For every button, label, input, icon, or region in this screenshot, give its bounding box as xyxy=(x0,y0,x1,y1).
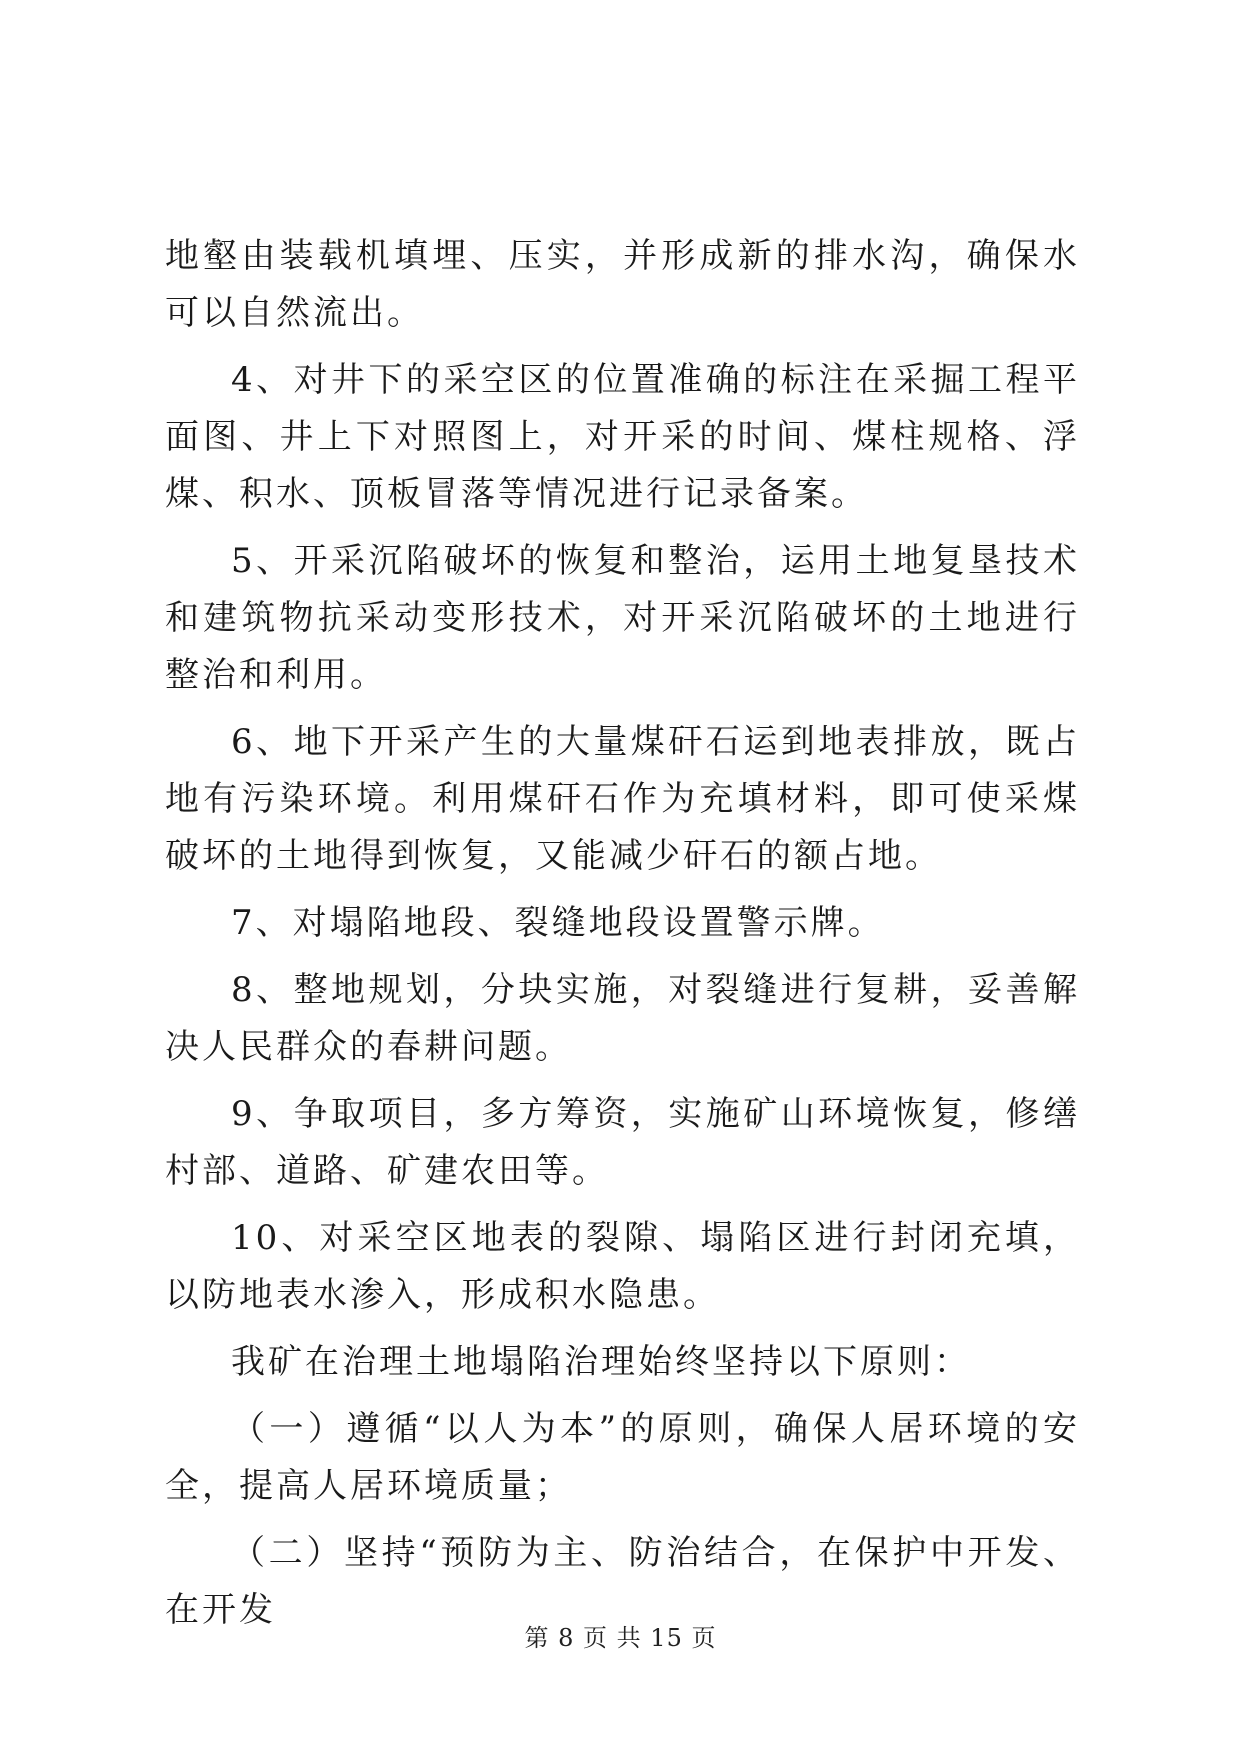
paragraph-item-5: 5、开采沉陷破坏的恢复和整治，运用土地复垦技术和建筑物抗采动变形技术，对开采沉陷破坏的土地进行整治和利用。 xyxy=(165,541,1080,695)
paragraph-item-10: 10、对采空区地表的裂隙、塌陷区进行封闭充填，以防地表水渗入，形成积水隐患。 xyxy=(165,1218,1080,1315)
document-body xyxy=(165,228,1080,1649)
paragraph-item-6: 6、地下开采产生的大量煤矸石运到地表排放，既占地有污染环境。利用煤矸石作为充填材料，即可使采煤破坏的土地得到恢复，又能减少矸石的额占地。 xyxy=(165,722,1080,876)
paragraph-principles-intro: 我矿在治理土地塌陷治理始终坚持以下原则： xyxy=(231,1342,971,1382)
paragraph-principle-1: （一）遵循“以人为本”的原则，确保人居环境的安全，提高人居环境质量； xyxy=(165,1409,1080,1506)
paragraph-continuation: 地壑由装载机填埋、压实，并形成新的排水沟，确保水可以自然流出。 xyxy=(165,236,1080,333)
paragraph-item-8: 8、整地规划，分块实施，对裂缝进行复耕，妥善解决人民群众的春耕问题。 xyxy=(165,970,1080,1067)
paragraph-principle-2: （二）坚持“预防为主、防治结合，在保护中开发、在开发 xyxy=(165,1533,1080,1630)
page-number-footer: 第 8 页 共 15 页 xyxy=(524,1624,717,1652)
paragraph-item-7: 7、对塌陷地段、裂缝地段设置警示牌。 xyxy=(231,903,885,943)
paragraph-item-4: 4、对井下的采空区的位置准确的标注在采掘工程平面图、井上下对照图上，对开采的时间、煤柱规格、浮煤、积水、顶板冒落等情况进行记录备案。 xyxy=(165,360,1080,514)
paragraph-item-9: 9、争取项目，多方筹资，实施矿山环境恢复，修缮村部、道路、矿建农田等。 xyxy=(165,1094,1080,1191)
